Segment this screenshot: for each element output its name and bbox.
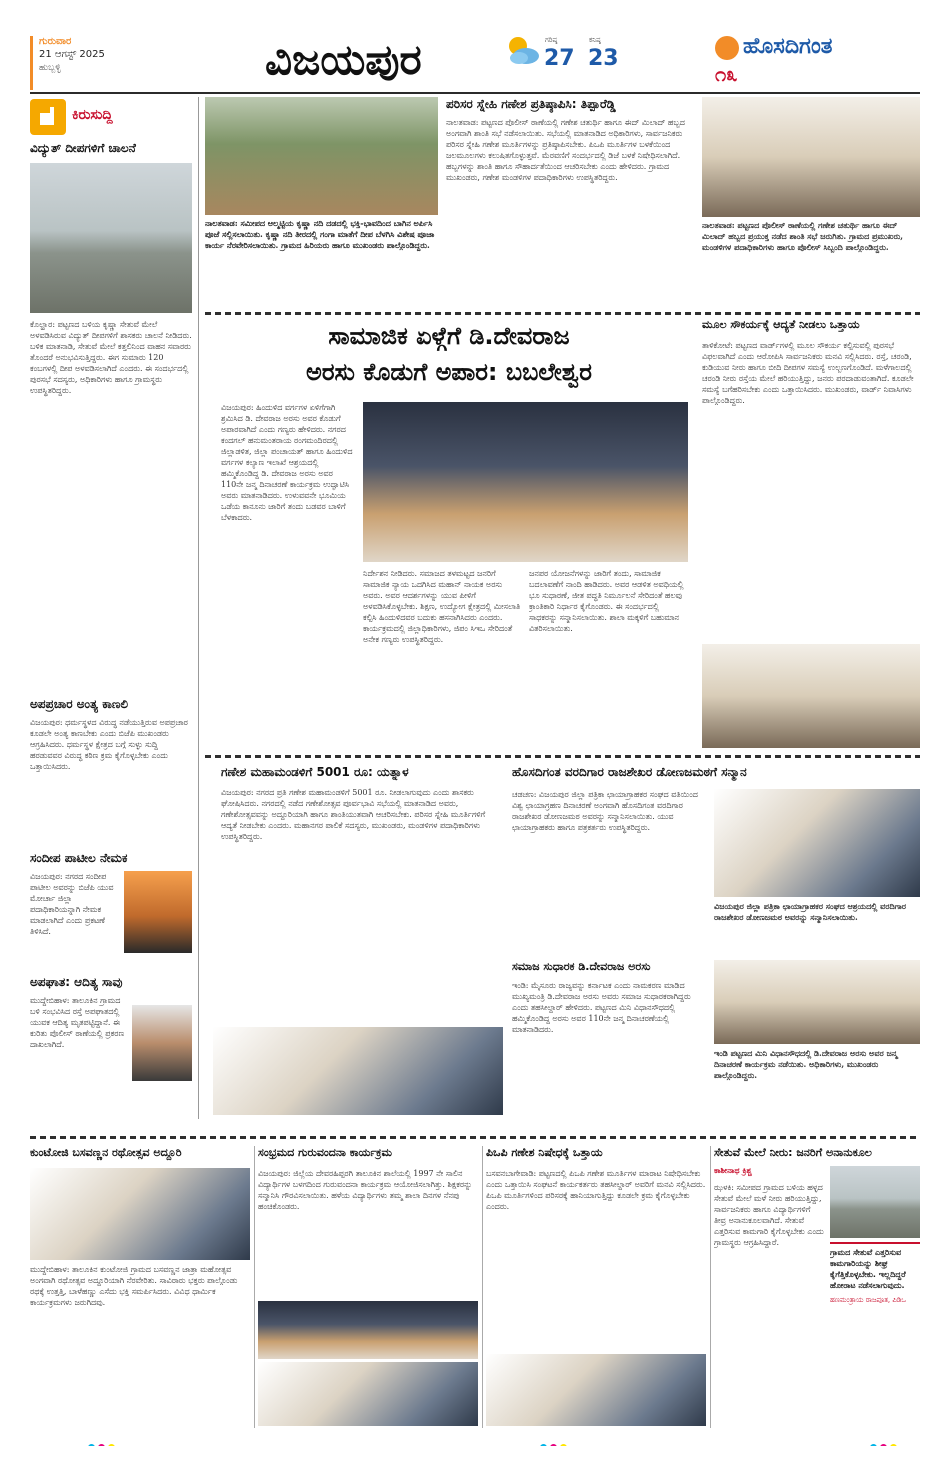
reporter-honor-photo <box>714 789 920 897</box>
yatnal-body: ವಿಜಯಪುರ: ನಗರದ ಪ್ರತಿ ಗಣೇಶ ಮಹಾಮಂಡಳಿಗೆ 5001 ರೂ. ನೀಡಲಾಗುವುದು ಎಂದು ಶಾಸಕರು ಘೋಷಿಸಿದರು. ನಗರದಲ್ಲಿ ನಡೆದ ಗಣೇಶೋತ್ಸವ ಪೂರ್ವಭಾವಿ ಸಭೆಯಲ್ಲಿ ಮಾತನಾಡಿದ ಅವರು, ಗಣೇಶೋತ್ಸವವನ್ನು ಅದ್ದೂರಿಯಾಗಿ ಹಾಗೂ ಶಾಂತಿಯುತವಾಗಿ ಆಚರಿಸಬೇಕು. ಪರಿಸರ ಸ್ನೇಹಿ ಮೂರ್ತಿಗಳಿಗೆ ಆದ್ಯತೆ ನೀಡಬೇಕು ಎಂದರು. ಮಹಾನಗರ ಪಾಲಿಕೆ ಸದಸ್ಯರು, ಮುಖಂಡರು, ಮಂಡಳಿಗಳ ಪದಾಧಿಕಾರಿಗಳು ಉಪಸ್ಥಿತರಿದ್ದರು. <box>221 788 486 841</box>
honor-headline: ಹೊಸದಿಗಂತ ವರದಿಗಾರ ರಾಜಶೇಖರ ಡೋಣಜಮಠಗೆ ಸನ್ಮಾನ <box>512 765 747 779</box>
temp-min-label: ಕನಿಷ್ಠ <box>589 36 601 44</box>
story4-headline: ಅಪಘಾತ: ಆದಿತ್ಯ ಸಾವು <box>30 975 123 989</box>
top-section-divider <box>205 312 920 315</box>
print-registration-marks <box>88 1436 128 1446</box>
reformer-body: ಇಂಡಿ: ಮೈಸೂರು ರಾಜ್ಯವನ್ನು ಕರ್ನಾಟಕ ಎಂದು ನಾಮಕರಣ ಮಾಡಿದ ಮುಖ್ಯಮಂತ್ರಿ ಡಿ.ದೇವರಾಜ ಅರಸು ಅವರು ಸಮಾಜ ಸುಧಾರಕರಾಗಿದ್ದರು ಎಂದು ತಹಸೀಲ್ದಾರ್ ಹೇಳಿದರು. ಪಟ್ಟಣದ ಮಿನಿ ವಿಧಾನಸೌಧದಲ್ಲಿ ಹಮ್ಮಿಕೊಂಡಿದ್ದ ಅರಸು ಅವರ 110ನೇ ಜನ್ಮ ದಿನಾಚರಣೆಯಲ್ಲಿ ಮಾತನಾಡಿದರು. <box>512 981 691 1034</box>
bottom-divider-1 <box>254 1146 255 1428</box>
memorandum-photo <box>702 644 920 748</box>
bottom-story-4 <box>714 1146 920 1428</box>
bottom-story-2 <box>258 1146 478 1428</box>
temp-max-label: ಗರಿಷ್ಠ <box>545 36 558 44</box>
bottom-story-3 <box>486 1146 706 1428</box>
flooded-bridge-photo <box>830 1166 920 1238</box>
story3-headline: ಸಂದೀಪ ಪಾಟೀಲ ನೇಮಕ <box>30 851 128 865</box>
pdo-quote-by: ಹಣಮಂತ್ರಾಯ ರಾಜಪೂತ, ಪಿಡಿಒ <box>830 1296 906 1304</box>
ganesha-story <box>446 97 696 307</box>
yatnal-headline: ಗಣೇಶ ಮಹಾಮಂಡಳಿಗೆ 5001 ರೂ: ಯತ್ನಾಳ <box>221 765 409 779</box>
print-registration-marks-2 <box>540 1436 580 1446</box>
kuntoji-headline: ಕುಂಟೋಜಿ ಬಸವಣ್ಣನ ರಥೋತ್ಸವ ಅದ್ದೂರಿ <box>30 1146 182 1159</box>
ganesha-headline: ಪರಿಸರ ಸ್ನೇಹಿ ಗಣೇಶ ಪ್ರತಿಷ್ಠಾಪಿಸಿ: ತಿಪ್ಪಾರೆಡ್ಡಿ <box>446 97 616 111</box>
guruvandana-group-photo <box>258 1362 478 1426</box>
story2-body: ವಿಜಯಪುರ: ಧರ್ಮಸ್ಥಳದ ವಿರುದ್ಧ ನಡೆಯುತ್ತಿರುವ ಅಪಪ್ರಚಾರ ಕೂಡಲೇ ಅಂತ್ಯ ಕಾಣಬೇಕು ಎಂದು ಬಿಜೆಪಿ ಮುಖಂಡರು ಆಗ್ರಹಿಸಿದರು. ಧರ್ಮಸ್ಥಳ ಕ್ಷೇತ್ರದ ಬಗ್ಗೆ ಸುಳ್ಳು ಸುದ್ದಿ ಹರಡುವವರ ವಿರುದ್ಧ ಕಠಿಣ ಕ್ರಮ ಕೈಗೊಳ್ಳಬೇಕು ಎಂದು ಒತ್ತಾಯಿಸಿದರು. <box>30 718 188 771</box>
guruvandana-headline: ಸಂಭ್ರಮದ ಗುರುವಂದನಾ ಕಾರ್ಯಕ್ರಮ <box>258 1146 392 1159</box>
bottom-divider-2 <box>482 1146 483 1428</box>
bagina-pooja-caption: ನಾಲತವಾಡ: ಸಮೀಪದ ಆಲ್ಮಟ್ಟಿಯ ಕೃಷ್ಣಾ ನದಿ ದಡದಲ್ಲಿ ಭಕ್ತಿ-ಭಾವದಿಂದ ಬಾಗಿನ ಅರ್ಪಿಸಿ ಪೂಜೆ ಸಲ್ಲಿಸಲಾಯಿತು. ಕೃಷ್ಣಾ ನದಿ ತೀರದಲ್ಲಿ ಗಂಗಾ ಮಾತೆಗೆ ದೀಪ ಬೆಳಗಿಸಿ ವಿಶೇಷ ಪೂಜಾ ಕಾರ್ಯ ನೆರವೇರಿಸಲಾಯಿತು. ಗ್ರಾಮದ ಹಿರಿಯರು ಹಾಗೂ ಮುಖಂಡರು ಪಾಲ್ಗೊಂಡಿದ್ದರು. <box>205 218 435 250</box>
kuntoji-body: ಮುದ್ದೇಬಿಹಾಳ: ತಾಲೂಕಿನ ಕುಂಟೋಜಿ ಗ್ರಾಮದ ಬಸವಣ್ಣನ ಜಾತ್ರಾ ಮಹೋತ್ಸವ ಅಂಗವಾಗಿ ರಥೋತ್ಸವ ಅದ್ದೂರಿಯಾಗಿ ನೆರವೇರಿತು. ಸಾವಿರಾರು ಭಕ್ತರು ಪಾಲ್ಗೊಂಡು ರಥಕ್ಕೆ ಉತ್ತತ್ತಿ, ಬಾಳೆಹಣ್ಣು ಎಸೆದು ಭಕ್ತಿ ಸಮರ್ಪಿಸಿದರು. ವಿವಿಧ ಧಾರ್ಮಿಕ ಕಾರ್ಯಕ್ರಮಗಳು ಜರುಗಿದವು. <box>30 1265 238 1307</box>
reformer-story <box>512 960 920 1120</box>
left-column-divider <box>198 97 199 1119</box>
page-number: ೧೩ <box>715 62 738 86</box>
date-block <box>30 36 120 90</box>
aditya-portrait <box>132 1005 192 1081</box>
honor-story <box>512 765 920 955</box>
main-headline-line2: ಅರಸು ಕೊಡುಗೆ ಅಪಾರ: ಬಬಲೇಶ್ವರ <box>306 358 592 386</box>
edition-title: ವಿಜಯಪುರ <box>265 35 422 84</box>
infrastructure-story <box>702 318 920 748</box>
story3-body: ವಿಜಯಪುರ: ನಗರದ ಸಂದೀಪ ಪಾಟೀಲ ಅವರನ್ನು ಬಿಜೆಪಿ ಯುವ ಮೋರ್ಚಾ ಜಿಲ್ಲಾ ಪದಾಧಿಕಾರಿಯನ್ನಾಗಿ ನೇಮಕ ಮಾಡಲಾಗಿದೆ ಎಂದು ಪ್ರಕಟಣೆ ತಿಳಿಸಿದೆ. <box>30 872 114 936</box>
bridge-water-headline: ಸೇತುವೆ ಮೇಲೆ ನೀರು: ಜನರಿಗೆ ಅನಾನುಕೂಲ <box>714 1146 872 1159</box>
bridge-lights-photo <box>30 163 192 313</box>
masthead <box>30 30 920 92</box>
pdo-quote: ಗ್ರಾಮದ ಸೇತುವೆ ಎತ್ತರಿಸುವ ಕಾಮಗಾರಿಯನ್ನು ಶೀಘ್ರ ಕೈಗೆತ್ತಿಕೊಳ್ಳಬೇಕು. ಇಲ್ಲದಿದ್ದರೆ ಹೋರಾಟ ನಡೆಸಲಾಗುವುದು. <box>830 1248 906 1290</box>
mid-section-divider <box>205 755 920 758</box>
temp-max: 27 <box>544 46 575 71</box>
main-body-col2: ನಿರ್ದೇಶನ ನೀಡಿದರು. ಸಮಾಜದ ತಳಮಟ್ಟದ ಜನರಿಗೆ ಸಾಮಾಜಿಕ ನ್ಯಾಯ ಒದಗಿಸಿದ ಮಹಾನ್ ನಾಯಕ ಅರಸು ಅವರು. ಅವರ ಆದರ್ಶಗಳನ್ನು ಯುವ ಪೀಳಿಗೆ ಅಳವಡಿಸಿಕೊಳ್ಳಬೇಕು. ಶಿಕ್ಷಣ, ಉದ್ಯೋಗ ಕ್ಷೇತ್ರದಲ್ಲಿ ಮೀಸಲಾತಿ ಕಲ್ಪಿಸಿ ಹಿಂದುಳಿದವರ ಬದುಕು ಹಸನಾಗಿಸಿದರು ಎಂದರು. ಕಾರ್ಯಕ್ರಮದಲ್ಲಿ ಜಿಲ್ಲಾಧಿಕಾರಿಗಳು, ಜಿಪಂ ಸಿಇಒ ಸೇರಿದಂತೆ ಅನೇಕ ಗಣ್ಯರು ಉಪಸ್ಥಿತರಿದ್ದರು. <box>363 569 521 644</box>
pop-memorandum-photo <box>486 1354 706 1426</box>
bottom-story-1 <box>30 1146 250 1428</box>
yatnal-story <box>205 765 503 1119</box>
temp-min: 23 <box>588 46 619 71</box>
bagina-pooja-photo <box>205 97 438 215</box>
honor-body: ಚಡಚಣ: ವಿಜಯಪುರ ಜಿಲ್ಲಾ ಪತ್ರಿಕಾ ಛಾಯಾಗ್ರಾಹಕರ ಸಂಘದ ವತಿಯಿಂದ ವಿಶ್ವ ಛಾಯಾಗ್ರಹಣ ದಿನಾಚರಣೆ ಅಂಗವಾಗಿ ಹೊಸದಿಗಂತ ವರದಿಗಾರ ರಾಜಶೇಖರ ಡೋಣಜಮಠ ಅವರನ್ನು ಸನ್ಮಾನಿಸಲಾಯಿತು. ಯುವ ಛಾಯಾಗ್ರಾಹಕರು ಹಾಗೂ ಪತ್ರಕರ್ತರು ಉಪಸ್ಥಿತರಿದ್ದರು. <box>512 790 698 832</box>
ganesha-body: ನಾಲತವಾಡ: ಪಟ್ಟಣದ ಪೊಲೀಸ್ ಠಾಣೆಯಲ್ಲಿ ಗಣೇಶ ಚತುರ್ಥಿ ಹಾಗೂ ಈದ್ ಮಿಲಾದ್ ಹಬ್ಬದ ಅಂಗವಾಗಿ ಶಾಂತಿ ಸಭೆ ನಡೆಸಲಾಯಿತು. ಸಭೆಯಲ್ಲಿ ಮಾತನಾಡಿದ ಅಧಿಕಾರಿಗಳು, ಸಾರ್ವಜನಿಕರು ಪರಿಸರ ಸ್ನೇಹಿ ಗಣೇಶ ಮೂರ್ತಿಗಳನ್ನು ಪ್ರತಿಷ್ಠಾಪಿಸಬೇಕು. ಪಿಒಪಿ ಮೂರ್ತಿಗಳ ಬಳಕೆಯಿಂದ ಜಲಮೂಲಗಳು ಕಲುಷಿತಗೊಳ್ಳುತ್ತವೆ. ಮೆರವಣಿಗೆ ಸಂದರ್ಭದಲ್ಲಿ ಡಿಜೆ ಬಳಕೆ ನಿಷೇಧಿಸಲಾಗಿದೆ. ಹಬ್ಬಗಳನ್ನು ಶಾಂತಿ ಹಾಗೂ ಸೌಹಾರ್ದತೆಯಿಂದ ಆಚರಿಸಬೇಕು ಎಂದು ಹೇಳಿದರು. ಗ್ರಾಮದ ಮುಖಂಡರು, ಗಣೇಶ ಮಂಡಳಿಗಳ ಪದಾಧಿಕಾರಿಗಳು ಉಪಸ್ಥಿತರಿದ್ದರು. <box>446 118 685 182</box>
kirusuddi-headline: ವಿದ್ಯುತ್ ದೀಪಗಳಿಗೆ ಚಾಲನೆ <box>30 141 136 155</box>
bridge-water-body: ಝಳಕಿ: ಸಮೀಪದ ಗ್ರಾಮದ ಬಳಿಯ ಹಳ್ಳದ ಸೇತುವೆ ಮೇಲೆ ಮಳೆ ನೀರು ಹರಿಯುತ್ತಿದ್ದು, ಸಾರ್ವಜನಿಕರು ಹಾಗೂ ವಿದ್ಯಾರ್ಥಿಗಳಿಗೆ ತೀವ್ರ ಅನಾನುಕೂಲವಾಗಿದೆ. ಸೇತುವೆ ಎತ್ತರಿಸುವ ಕಾಮಗಾರಿ ಕೈಗೊಳ್ಳಬೇಕು ಎಂದು ಗ್ರಾಮಸ್ಥರು ಆಗ್ರಹಿಸಿದ್ದಾರೆ. <box>714 1183 824 1247</box>
logo-emblem-icon <box>715 36 739 60</box>
sandeep-patil-portrait <box>124 871 192 953</box>
kirusuddi-header <box>30 99 192 137</box>
guruvandana-stage-photo <box>258 1301 478 1359</box>
main-headline <box>205 318 693 398</box>
story2-headline: ಅಪಪ್ರಚಾರ ಅಂತ್ಯ ಕಾಣಲಿ <box>30 697 128 711</box>
print-registration-marks-3 <box>870 1436 910 1446</box>
sun-cloud-icon <box>502 34 542 66</box>
peace-meeting-photo <box>702 97 920 217</box>
pop-ganesha-headline: ಪಿಒಪಿ ಗಣೇಶ ನಿಷೇಧಕ್ಕೆ ಒತ್ತಾಯ <box>486 1146 603 1159</box>
bridge-water-byline: ಕಾಶೀನಾಥ ಕ್ರಿಶ್ಚ <box>714 1166 752 1175</box>
bottom-section-divider <box>30 1136 920 1139</box>
reformer-event-photo <box>714 960 920 1044</box>
pointing-hand-icon <box>30 99 66 135</box>
reformer-caption: ಇಂಡಿ ಪಟ್ಟಣದ ಮಿನಿ ವಿಧಾನಸೌಧದಲ್ಲಿ ಡಿ.ದೇವರಾಜ ಅರಸು ಅವರ ಜನ್ಮ ದಿನಾಚರಣೆ ಕಾರ್ಯಕ್ರಮ ನಡೆಯಿತು. ಅಧಿಕಾರಿಗಳು, ಮುಖಂಡರು ಪಾಲ್ಗೊಂಡಿದ್ದರು. <box>714 1048 898 1080</box>
pdo-quote-box <box>830 1242 920 1372</box>
infrastructure-headline: ಮೂಲ ಸೌಕರ್ಯಕ್ಕೆ ಆದ್ಯತೆ ನೀಡಲು ಒತ್ತಾಯ <box>702 318 860 331</box>
arasu-jayanti-stage-photo <box>363 402 688 562</box>
honor-caption: ವಿಜಯಪುರ ಜಿಲ್ಲಾ ಪತ್ರಿಕಾ ಛಾಯಾಗ್ರಾಹಕರ ಸಂಘದ ಆಶ್ರಯದಲ್ಲಿ ವರದಿಗಾರ ರಾಜಶೇಖರ ಡೋಣಜಮಠ ಅವರನ್ನು ಸನ್ಮಾನಿಸಲಾಯಿತು. <box>714 901 907 922</box>
paper-logo <box>715 32 920 88</box>
ganesha-meeting-photo <box>213 1027 503 1115</box>
masthead-rule <box>30 92 920 94</box>
guruvandana-body: ವಿಜಯಪುರ: ಜಿಲ್ಲೆಯ ದೇವರಹಿಪ್ಪರಗಿ ತಾಲೂಕಿನ ಶಾಲೆಯಲ್ಲಿ 1997 ನೇ ಸಾಲಿನ ವಿದ್ಯಾರ್ಥಿಗಳ ಬಳಗದಿಂದ ಗುರುವಂದನಾ ಕಾರ್ಯಕ್ರಮ ಆಯೋಜಿಸಲಾಗಿತ್ತು. ಶಿಕ್ಷಕರನ್ನು ಸನ್ಮಾನಿಸಿ ಗೌರವಿಸಲಾಯಿತು. ಹಳೆಯ ವಿದ್ಯಾರ್ಥಿಗಳು ತಮ್ಮ ಶಾಲಾ ದಿನಗಳ ನೆನಪು ಹಂಚಿಕೊಂಡರು. <box>258 1169 473 1211</box>
main-body-col1: ವಿಜಯಪುರ: ಹಿಂದುಳಿದ ವರ್ಗಗಳ ಏಳಿಗೆಗಾಗಿ ಶ್ರಮಿಸಿದ ಡಿ. ದೇವರಾಜ ಅರಸು ಅವರ ಕೊಡುಗೆ ಅಪಾರವಾಗಿದೆ ಎಂದು ಗಣ್ಯರು ಹೇಳಿದರು. ನಗರದ ಕಂದಗಲ್ ಹನುಮಂತರಾಯ ರಂಗಮಂದಿರದಲ್ಲಿ ಜಿಲ್ಲಾಡಳಿತ, ಜಿಲ್ಲಾ ಪಂಚಾಯತ್ ಹಾಗೂ ಹಿಂದುಳಿದ ವರ್ಗಗಳ ಕಲ್ಯಾಣ ಇಲಾಖೆ ಆಶ್ರಯದಲ್ಲಿ ಹಮ್ಮಿಕೊಂಡಿದ್ದ ಡಿ. ದೇವರಾಜ ಅರಸು ಅವರ 110ನೇ ಜನ್ಮ ದಿನಾಚರಣೆ ಕಾರ್ಯಕ್ರಮ ಉದ್ಘಾಟಿಸಿ ಅವರು ಮಾತನಾಡಿದರು. ಉಳುವವನೇ ಭೂಮಿಯ ಒಡೆಯ ಕಾನೂನು ಜಾರಿಗೆ ತಂದು ಬಡವರ ಬಾಳಿಗೆ ಬೆಳಕಾದರು. <box>221 403 353 522</box>
main-story <box>205 318 693 748</box>
reformer-headline: ಸಮಾಜ ಸುಧಾರಕ ಡಿ.ದೇವರಾಜ ಅರಸು <box>512 960 651 973</box>
infrastructure-body: ತಾಳಿಕೋಟೆ: ಪಟ್ಟಣದ ವಾರ್ಡ್‌ಗಳಲ್ಲಿ ಮೂಲ ಸೌಕರ್ಯ ಕಲ್ಪಿಸುವಲ್ಲಿ ಪುರಸಭೆ ವಿಫಲವಾಗಿದೆ ಎಂದು ಆರೋಪಿಸಿ ಸಾರ್ವಜನಿಕರು ಮನವಿ ಸಲ್ಲಿಸಿದರು. ರಸ್ತೆ, ಚರಂಡಿ, ಕುಡಿಯುವ ನೀರು ಹಾಗೂ ಬೀದಿ ದೀಪಗಳ ಸಮಸ್ಯೆ ಉಲ್ಬಣಗೊಂಡಿದೆ. ಮಳೆಗಾಲದಲ್ಲಿ ಚರಂಡಿ ನೀರು ರಸ್ತೆಯ ಮೇಲೆ ಹರಿಯುತ್ತಿದ್ದು, ಜನರು ಪರದಾಡುವಂತಾಗಿದೆ. ಕೂಡಲೇ ಸಮಸ್ಯೆ ಬಗೆಹರಿಸಬೇಕು ಎಂದು ಒತ್ತಾಯಿಸಿದರು. ಮುಖಂಡರು, ವಾರ್ಡ್ ನಿವಾಸಿಗಳು ಪಾಲ್ಗೊಂಡಿದ್ದರು. <box>702 341 914 405</box>
rathotsava-photo <box>30 1168 250 1260</box>
kirusuddi-label: ಕಿರುಸುದ್ದಿ <box>72 107 113 123</box>
main-headline-line1: ಸಾಮಾಜಿಕ ಏಳ್ಗೆಗೆ ಡಿ.ದೇವರಾಜ <box>328 322 570 350</box>
main-body-col3: ಜನಪರ ಯೋಜನೆಗಳನ್ನು ಜಾರಿಗೆ ತಂದು, ಸಾಮಾಜಿಕ ಬದಲಾವಣೆಗೆ ನಾಂದಿ ಹಾಡಿದರು. ಅವರ ಆಡಳಿತ ಅವಧಿಯಲ್ಲಿ ಭೂ ಸುಧಾರಣೆ, ಜೀತ ಪದ್ಧತಿ ನಿರ್ಮೂಲನೆ ಸೇರಿದಂತೆ ಹಲವು ಕ್ರಾಂತಿಕಾರಿ ನಿರ್ಧಾರ ಕೈಗೊಂಡರು. ಈ ಸಂದರ್ಭದಲ್ಲಿ ಸಾಧಕರನ್ನು ಸನ್ಮಾನಿಸಲಾಯಿತು. ಶಾಲಾ ಮಕ್ಕಳಿಗೆ ಬಹುಮಾನ ವಿತರಿಸಲಾಯಿತು. <box>529 569 684 633</box>
date-label: 21 ಆಗಸ್ಟ್ 2025 <box>39 49 105 60</box>
day-label: ಗುರುವಾರ <box>39 36 72 47</box>
story4-body: ಮುದ್ದೇಬಿಹಾಳ: ತಾಲೂಕಿನ ಗ್ರಾಮದ ಬಳಿ ಸಂಭವಿಸಿದ ರಸ್ತೆ ಅಪಘಾತದಲ್ಲಿ ಯುವಕ ಆದಿತ್ಯ ಮೃತಪಟ್ಟಿದ್ದಾನೆ. ಈ ಕುರಿತು ಪೊಲೀಸ್ ಠಾಣೆಯಲ್ಲಿ ಪ್ರಕರಣ ದಾಖಲಾಗಿದೆ. <box>30 996 125 1049</box>
city-sub-label: ಹುಬ್ಬಳ್ಳಿ <box>39 63 61 73</box>
peace-meeting-caption: ನಾಲತವಾಡ: ಪಟ್ಟಣದ ಪೊಲೀಸ್ ಠಾಣೆಯಲ್ಲಿ ಗಣೇಶ ಚತುರ್ಥಿ ಹಾಗೂ ಈದ್ ಮಿಲಾದ್ ಹಬ್ಬದ ಪ್ರಯುಕ್ತ ನಡೆದ ಶಾಂತಿ ಸಭೆ ಜರುಗಿತು. ಗ್ರಾಮದ ಪ್ರಮುಖರು, ಮಂಡಳಿಗಳ ಪದಾಧಿಕಾರಿಗಳು ಹಾಗೂ ಪೊಲೀಸ್ ಸಿಬ್ಬಂದಿ ಪಾಲ್ಗೊಂಡಿದ್ದರು. <box>702 220 904 252</box>
pop-ganesha-body: ಬಸವನಬಾಗೇವಾಡಿ: ಪಟ್ಟಣದಲ್ಲಿ ಪಿಒಪಿ ಗಣೇಶ ಮೂರ್ತಿಗಳ ಮಾರಾಟ ನಿಷೇಧಿಸಬೇಕು ಎಂದು ಒತ್ತಾಯಿಸಿ ಸಂಘಟನೆ ಕಾರ್ಯಕರ್ತರು ತಹಸೀಲ್ದಾರ್ ಅವರಿಗೆ ಮನವಿ ಸಲ್ಲಿಸಿದರು. ಪಿಒಪಿ ಮೂರ್ತಿಗಳಿಂದ ಪರಿಸರಕ್ಕೆ ಹಾನಿಯಾಗುತ್ತಿದ್ದು ಕೂಡಲೇ ಕ್ರಮ ಕೈಗೊಳ್ಳಬೇಕು ಎಂದರು. <box>486 1169 706 1211</box>
kirusuddi-body: ಕೊಲ್ಹಾರ: ಪಟ್ಟಣದ ಬಳಿಯ ಕೃಷ್ಣಾ ಸೇತುವೆ ಮೇಲೆ ಅಳವಡಿಸಿರುವ ವಿದ್ಯುತ್ ದೀಪಗಳಿಗೆ ಶಾಸಕರು ಚಾಲನೆ ನೀಡಿದರು. ಬಳಿಕ ಮಾತನಾಡಿ, ಸೇತುವೆ ಮೇಲೆ ಕತ್ತಲಿನಿಂದ ವಾಹನ ಸವಾರರು ತೊಂದರೆ ಅನುಭವಿಸುತ್ತಿದ್ದರು. ಈಗ ಸುಮಾರು 120 ಕಂಬಗಳಲ್ಲಿ ದೀಪ ಅಳವಡಿಸಲಾಗಿದೆ ಎಂದರು. ಈ ಸಂದರ್ಭದಲ್ಲಿ ಪುರಸಭೆ ಸದಸ್ಯರು, ಅಧಿಕಾರಿಗಳು ಹಾಗೂ ಗ್ರಾಮಸ್ಥರು ಉಪಸ್ಥಿತರಿದ್ದರು. <box>30 320 192 395</box>
bottom-divider-3 <box>710 1146 711 1428</box>
paper-name: ಹೊಸದಿಗಂತ <box>743 34 833 59</box>
